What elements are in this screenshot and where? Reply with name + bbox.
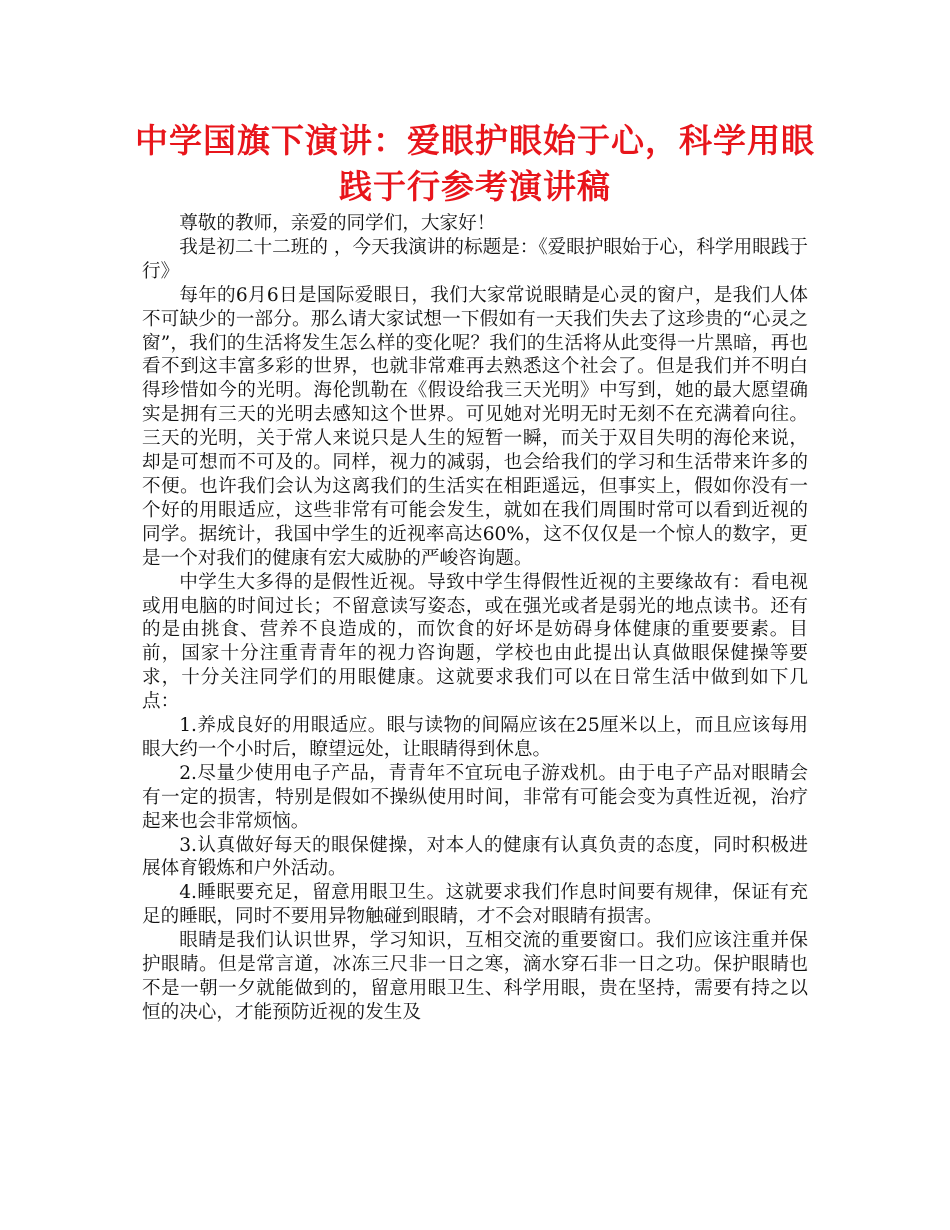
tip-4-paragraph: 4.睡眠要充足，留意用眼卫生。这就要求我们作息时间要有规律，保证有充足的睡眠，同时不要用异物触碰到眼睛，才不会对眼睛有损害。 [142,882,808,928]
greeting-paragraph: 尊敬的教师，亲爱的同学们，大家好！ [179,213,496,234]
tip-2-paragraph: 2.尽量少使用电子产品，青青年不宜玩电子游戏机。由于电子产品对眼睛会有一定的损害，特别是假如不操纵使用时间，非常有可能会变为真性近视，治疗起来也会非常烦恼。 [142,762,808,832]
document-body [142,212,808,1025]
tip-3-paragraph: 3.认真做好每天的眼保健操，对本人的健康有认真负责的态度，同时积极进展体育锻炼和户外活动。 [142,834,808,880]
intro-paragraph: 我是初二十二班的 ，今天我演讲的标题是：《爱眼护眼始于心，科学用眼践于行》 [142,236,808,282]
conclusion-paragraph: 眼睛是我们认识世界，学习知识，互相交流的重要窗口。我们应该注重并保护眼睛。但是常言道，冰冻三尺非一日之寒，滴水穿石非一日之功。保护眼睛也不是一朝一夕就能做到的，留意用眼卫生、科学用眼，贵在坚持，需要有持之以恒的决心，才能预防近视的发生及 [142,930,808,1023]
tip-1-paragraph: 1.养成良好的用眼适应。眼与读物的间隔应该在25厘米以上，而且应该每用眼大约一个小时后，瞭望远处，让眼睛得到休息。 [142,715,808,760]
myopia-causes-paragraph: 中学生大多得的是假性近视。导致中学生得假性近视的主要缘故有：看电视或用电脑的时间过长；不留意读写姿态，或在强光或者是弱光的地点读书。还有的是由挑食、营养不良造成的，而饮食的好坏是妨碍身体健康的重要要素。目前，国家十分注重青青年的视力咨询题，学校也由此提出认真做眼保健操等要求，十分关注同学们的用眼健康。这就要求我们可以在日常生活中做到如下几点： [142,571,808,713]
eye-day-paragraph: 每年的6月6日是国际爱眼日，我们大家常说眼睛是心灵的窗户，是我们人体不可缺少的一部分。那么请大家试想一下假如有一天我们失去了这珍贵的“心灵之窗”，我们的生活将发生怎么样的变化呢？我们的生活将从此变得一片黑暗，再也看不到这丰富多彩的世界，也就非常难再去熟悉这个社会了。但是我们并不明白得珍惜如今的光明。海伦凯勒在《假设给我三天光明》中写到，她的最大愿望确实是拥有三天的光明去感知这个世界。可见她对光明无时无刻不在充满着向往。三天的光明，关于常人来说只是人生的短暂一瞬，而关于双目失明的海伦来说，却是可想而不可及的。同样，视力的减弱，也会给我们的学习和生活带来许多的不便。也许我们会认为这离我们的生活实在相距遥远，但事实上，假如你没有一个好的用眼适应，这些非常有可能会发生，就如在我们周围时常可以看到近视的同学。据统计，我国中学生的近视率高达60%，这不仅仅是一个惊人的数字，更是一个对我们的健康有宏大威胁的严峻咨询题。 [142,284,808,569]
document-title: 中学国旗下演讲：爱眼护眼始于心，科学用眼践于行参考演讲稿 [135,121,815,206]
